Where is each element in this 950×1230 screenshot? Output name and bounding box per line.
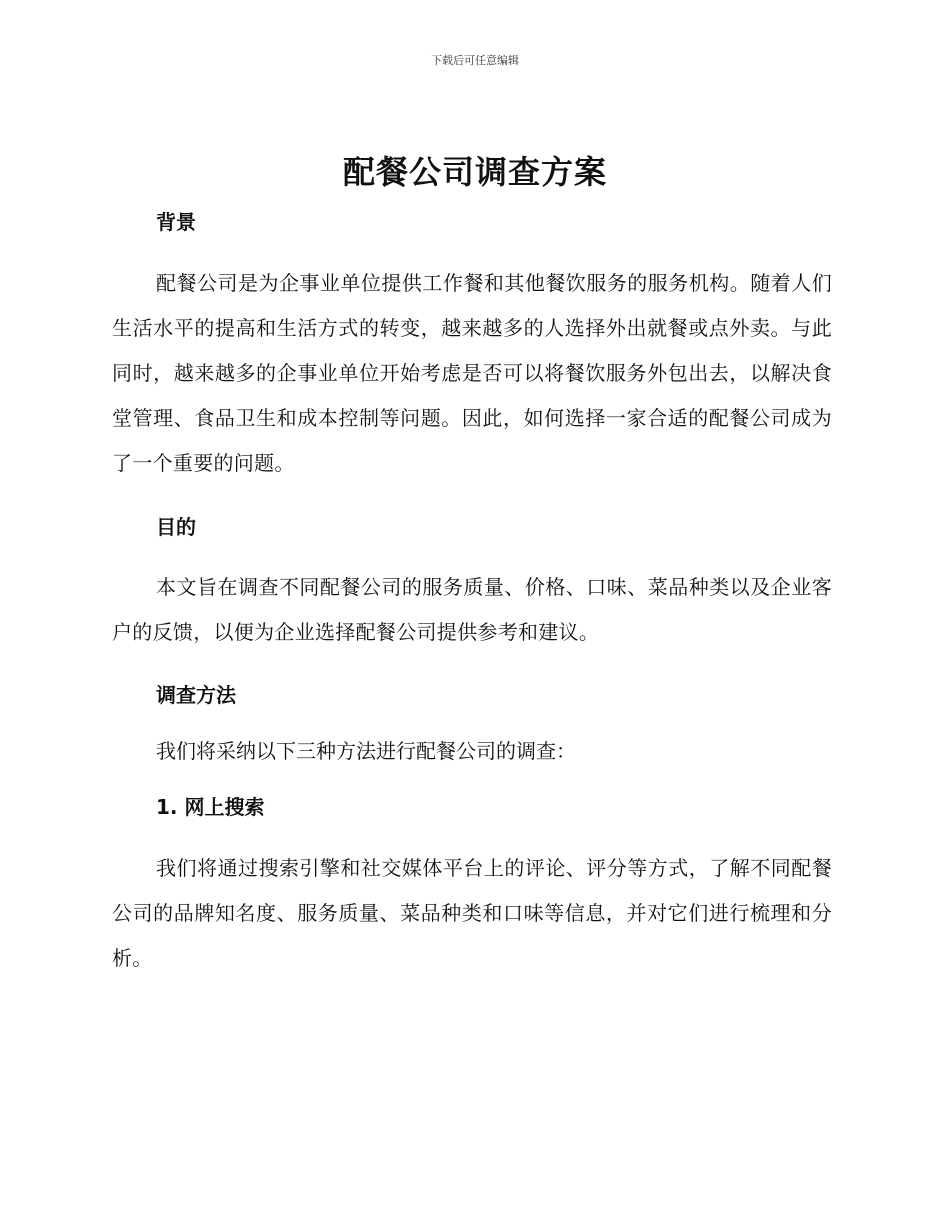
purpose-paragraph: 本文旨在调查不同配餐公司的服务质量、价格、口味、菜品种类以及企业客户的反馈，以便为企业选择配餐公司提供参考和建议。 [112, 575, 832, 644]
section-heading-purpose: 目的 [156, 515, 196, 539]
methods-intro: 我们将采纳以下三种方法进行配餐公司的调查： [156, 739, 576, 763]
section-heading-methods: 调查方法 [156, 683, 236, 707]
document-body [112, 205, 832, 981]
online-search-paragraph: 我们将通过搜索引擎和社交媒体平台上的评论、评分等方式，了解不同配餐公司的品牌知名度、服务质量、菜品种类和口味等信息，并对它们进行梳理和分析。 [112, 856, 832, 970]
document-title: 配餐公司调查方案 [342, 153, 607, 191]
header-note: 下载后可任意编辑 [431, 54, 519, 67]
section-heading-online-search: 1. 网上搜索 [156, 795, 265, 819]
section-heading-background: 背景 [156, 210, 196, 234]
background-paragraph: 配餐公司是为企事业单位提供工作餐和其他餐饮服务的服务机构。随着人们生活水平的提高和生活方式的转变，越来越多的人选择外出就餐或点外卖。与此同时，越来越多的企事业单位开始考虑是否可以将餐饮服务外包出去，以解决食堂管理、食品卫生和成本控制等问题。因此，如何选择一家合适的配餐公司成为了一个重要的问题。 [112, 271, 832, 475]
